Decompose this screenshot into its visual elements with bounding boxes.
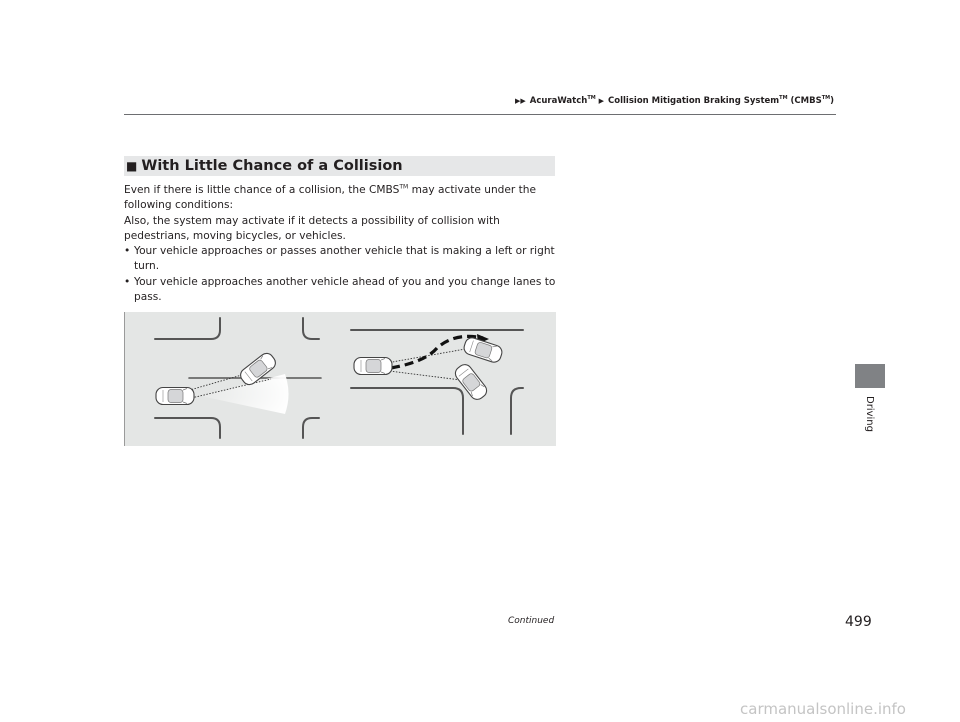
also-paragraph: Also, the system may activate if it detects a possibility of collision with pedestrians, moving bicycles, or vehicles. [124,214,500,242]
bullet-dot: • [124,245,131,258]
illustration-svg [125,312,556,446]
bullet-item [124,244,564,275]
watermark: carmanualsonline.info [740,700,906,718]
page-number: 499 [845,614,872,630]
left-own-car-icon [156,388,194,405]
chapter-tab[interactable] [855,364,885,388]
collision-illustration [124,312,556,446]
breadcrumb-item-acurawatch[interactable]: AcuraWatch [529,96,588,106]
breadcrumb-item-cmbs[interactable]: Collision Mitigation Braking System [608,96,780,106]
intro-paragraph: Even if there is little chance of a collision, the CMBS™ may activate under the following conditions: [124,183,537,212]
right-own-car-icon [354,358,392,375]
bullet-text: Your vehicle approaches another vehicle ahead of you and you change lanes to pass. [134,275,556,304]
left-scene-road-edges [155,318,321,438]
bullet-dot: • [124,275,131,288]
bullet-item [124,275,564,306]
breadcrumb-marker: ▶▶ [515,97,526,105]
header-divider [124,114,836,115]
breadcrumb-separator: ▶ [598,97,605,105]
bullet-text: Your vehicle approaches or passes another vehicle that is making a left or right turn. [134,245,555,273]
body-text [124,183,564,305]
section-heading [124,156,555,176]
continued-label: Continued [508,616,555,626]
breadcrumb: ▶▶ AcuraWatch™ ▶ Collision Mitigation Braking System™ (CMBS™) [515,95,834,106]
right-turning-car-icon [453,362,490,402]
heading-square-icon: ■ [126,159,138,173]
chapter-label: Driving [864,396,875,432]
section-title: With Little Chance of a Collision [141,158,403,174]
